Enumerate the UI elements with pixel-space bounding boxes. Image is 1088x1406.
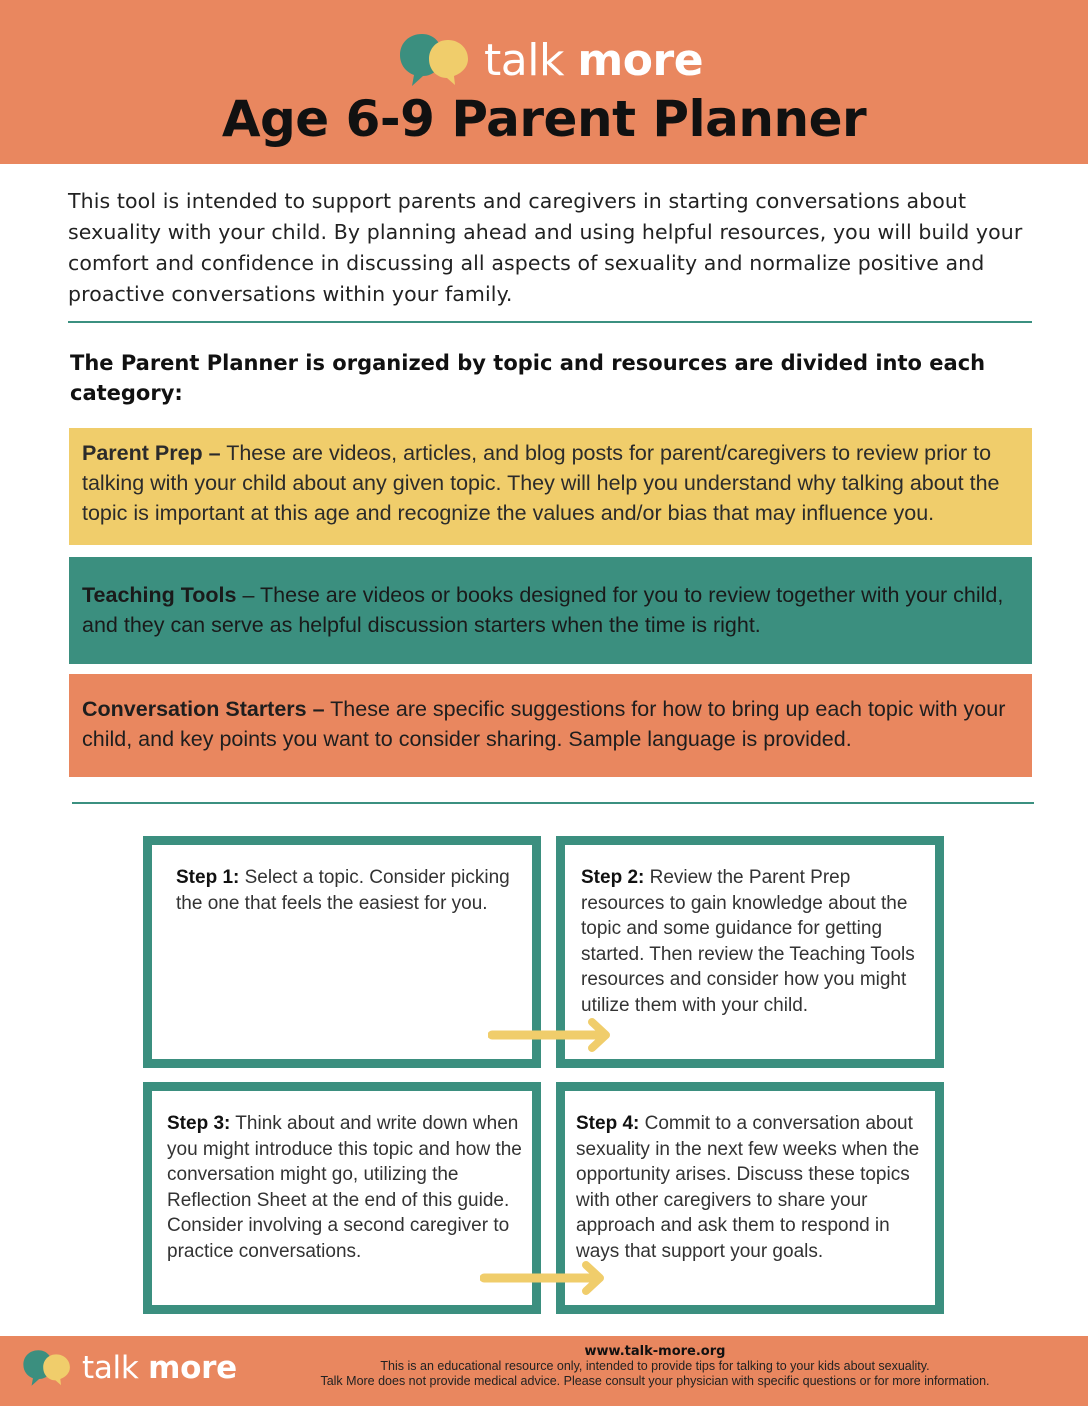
category-label: Parent Prep – <box>82 441 221 465</box>
intro-paragraph: This tool is intended to support parents and caregivers in starting conversations about sexuality with your child. By planning ahead and using helpful resources, you will build your comfort and confidence in discussing all aspects of sexuality and normalize positive and proactive conversations within your family. <box>68 189 1023 306</box>
step-text: Review the Parent Prep resources to gain knowledge about the topic and some guidance for getting started. Then review the Teaching Tools resources and consider how you might utilize them with your child. <box>581 867 915 1016</box>
step-label: Step 2: <box>581 867 645 888</box>
brand-wordmark <box>484 35 703 86</box>
step-text: Commit to a conversation about sexuality in the next few weeks when the opportunity arises. Discuss these topics with other caregivers to share your approach and ask them to respond in ways that support your goals. <box>576 1113 920 1262</box>
organized-heading: The Parent Planner is organized by topic and resources are divided into each category: <box>70 351 986 405</box>
brand-logo[interactable] <box>398 28 703 92</box>
brand-word-talk: talk <box>82 1350 139 1386</box>
step-label: Step 1: <box>176 867 240 888</box>
category-label: Teaching Tools <box>82 583 237 607</box>
page-title: Age 6-9 Parent Planner <box>221 90 867 148</box>
brand-word-more: more <box>148 1350 237 1386</box>
category-label: Conversation Starters – <box>82 697 325 721</box>
footer-url-link[interactable]: www.talk-more.org <box>584 1344 726 1359</box>
arrow-right-icon <box>488 1018 624 1052</box>
brand-word-more: more <box>577 34 704 86</box>
step-label: Step 3: <box>167 1113 231 1134</box>
category-teaching-tools <box>69 557 1032 664</box>
divider-bottom <box>72 802 1034 804</box>
step-text: Think about and write down when you might introduce this topic and how the conversation might go, utilizing the Reflection Sheet at the end of this guide. Consider involving a second caregiver to practice conversations. <box>167 1113 522 1262</box>
footer-disclaimer-line-2: Talk More does not provide medical advice. Please consult your physician with specific questions or for more information. <box>320 1374 990 1388</box>
step-text: Select a topic. Consider picking the one that feels the easiest for you. <box>176 867 510 914</box>
category-text: These are specific suggestions for how to bring up each topic with your child, and key points you want to consider sharing. Sample language is provided. <box>82 697 1006 751</box>
step-label: Step 4: <box>576 1113 640 1134</box>
speech-bubbles-logo-icon <box>22 1346 74 1390</box>
header-banner <box>0 0 1088 164</box>
category-parent-prep <box>69 428 1032 545</box>
category-text: These are videos, articles, and blog posts for parent/caregivers to review prior to talking with your child about any given topic. They will help you understand why talking about the topic is important at this age and recognize the values and/or bias that may influence you. <box>82 441 1000 525</box>
footer-brand-wordmark <box>82 1350 237 1386</box>
brand-word-talk: talk <box>484 34 564 86</box>
footer-banner <box>0 1336 1088 1406</box>
step-1-box <box>143 836 541 1068</box>
category-text: – These are videos or books designed for you to review together with your child, and they can serve as helpful discussion starters when the time is right. <box>82 583 1004 637</box>
category-conversation-starters <box>69 674 1032 777</box>
footer-brand-logo[interactable] <box>22 1346 237 1390</box>
arrow-right-icon <box>480 1261 618 1295</box>
divider-top <box>68 321 1032 323</box>
speech-bubbles-logo-icon <box>398 32 474 88</box>
footer-disclaimer-line-1: This is an educational resource only, intended to provide tips for talking to your kids about sexuality. <box>380 1359 930 1373</box>
